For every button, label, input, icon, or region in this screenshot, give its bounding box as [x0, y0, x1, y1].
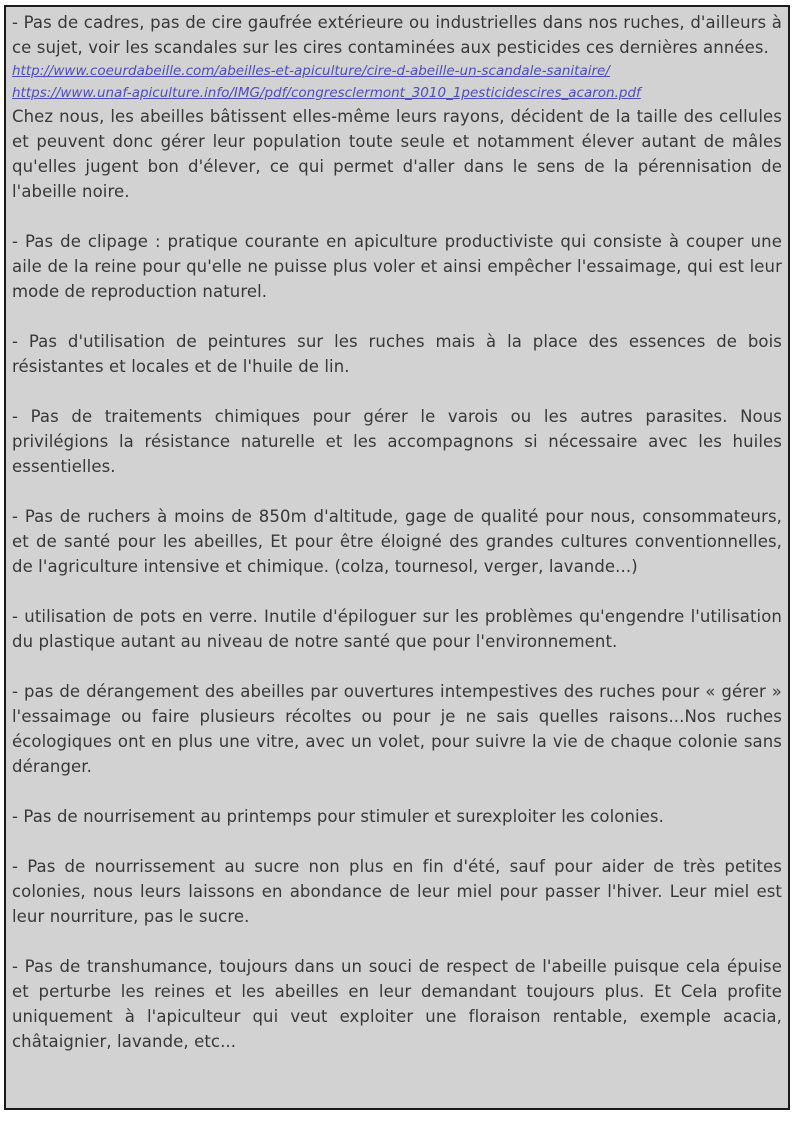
- document-page: [4, 5, 790, 1110]
- link-line: [12, 82, 782, 104]
- hyperlink-unaf-apiculture-pdf[interactable]: https://www.unaf-apiculture.info/IMG/pdf/congresclermont_3010_1pesticidescires_acaron.pdf: [12, 85, 641, 101]
- paragraph-altitude-850m: - Pas de ruchers à moins de 850m d'altitude, gage de qualité pour nous, consommateurs, et de santé pour les abeilles, Et pour être éloigné des grandes cultures conventionnelles, de l'agriculture intensive et chimique. (colza, tournesol, verger, lavande...): [12, 507, 782, 576]
- hyperlink-coeurdabeille[interactable]: http://www.coeurdabeille.com/abeilles-et-apiculture/cire-d-abeille-un-scandale-sanitaire/: [12, 63, 610, 79]
- paragraph-no-chemical-treatments: - Pas de traitements chimiques pour gérer le varois ou les autres parasites. Nous privilégions la résistance naturelle et les accompagnons si nécessaire avec les huiles essentielles.: [12, 407, 782, 476]
- paragraph-natural-comb-building: Chez nous, les abeilles bâtissent elles-même leurs rayons, décident de la taille des cellules et peuvent donc gérer leur population toute seule et notamment élever autant de mâles qu'elles jugent bon d'élever, ce qui permet d'aller dans le sens de la pérennisation de l'abeille noire.: [12, 107, 782, 201]
- paragraph-no-paint: - Pas d'utilisation de peintures sur les ruches mais à la place des essences de bois résistantes et locales et de l'huile de lin.: [12, 332, 782, 376]
- paragraph-no-sugar-feeding: - Pas de nourrissement au sucre non plus en fin d'été, sauf pour aider de très petites colonies, nous leurs laissons en abondance de leur miel pour passer l'hiver. Leur miel est leur nourriture, pas le sucre.: [12, 857, 782, 926]
- paragraph-glass-jars: - utilisation de pots en verre. Inutile d'épiloguer sur les problèmes qu'engendre l'utilisation du plastique autant au niveau de notre santé que pour l'environnement.: [12, 607, 782, 651]
- paragraph-no-transhumance: - Pas de transhumance, toujours dans un souci de respect de l'abeille puisque cela épuise et perturbe les reines et les abeilles en leur demandant toujours plus. Et Cela profite uniquement à l'apiculteur qui veut exploiter une floraison rentable, exemple acacia, châtaignier, lavande, etc...: [12, 957, 782, 1051]
- paragraph-no-wing-clipping: - Pas de clipage : pratique courante en apiculture productiviste qui consiste à couper une aile de la reine pour qu'elle ne puisse plus voler et ainsi empêcher l'essaimage, qui est leur mode de reproduction naturel.: [12, 232, 782, 301]
- paragraph-no-frames-no-wax: - Pas de cadres, pas de cire gaufrée extérieure ou industrielles dans nos ruches, d'ailleurs à ce sujet, voir les scandales sur les cires contaminées aux pesticides ces dernières années.: [12, 13, 782, 57]
- paragraph-no-spring-feeding: - Pas de nourrisement au printemps pour stimuler et surexploiter les colonies.: [12, 807, 664, 826]
- link-line: [12, 60, 782, 82]
- paragraph-no-disturbance: - pas de dérangement des abeilles par ouvertures intempestives des ruches pour « gérer » l'essaimage ou faire plusieurs récoltes ou pour je ne sais quelles raisons...Nos ruches écologiques ont en plus une vitre, avec un volet, pour suivre la vie de chaque colonie sans déranger.: [12, 682, 782, 776]
